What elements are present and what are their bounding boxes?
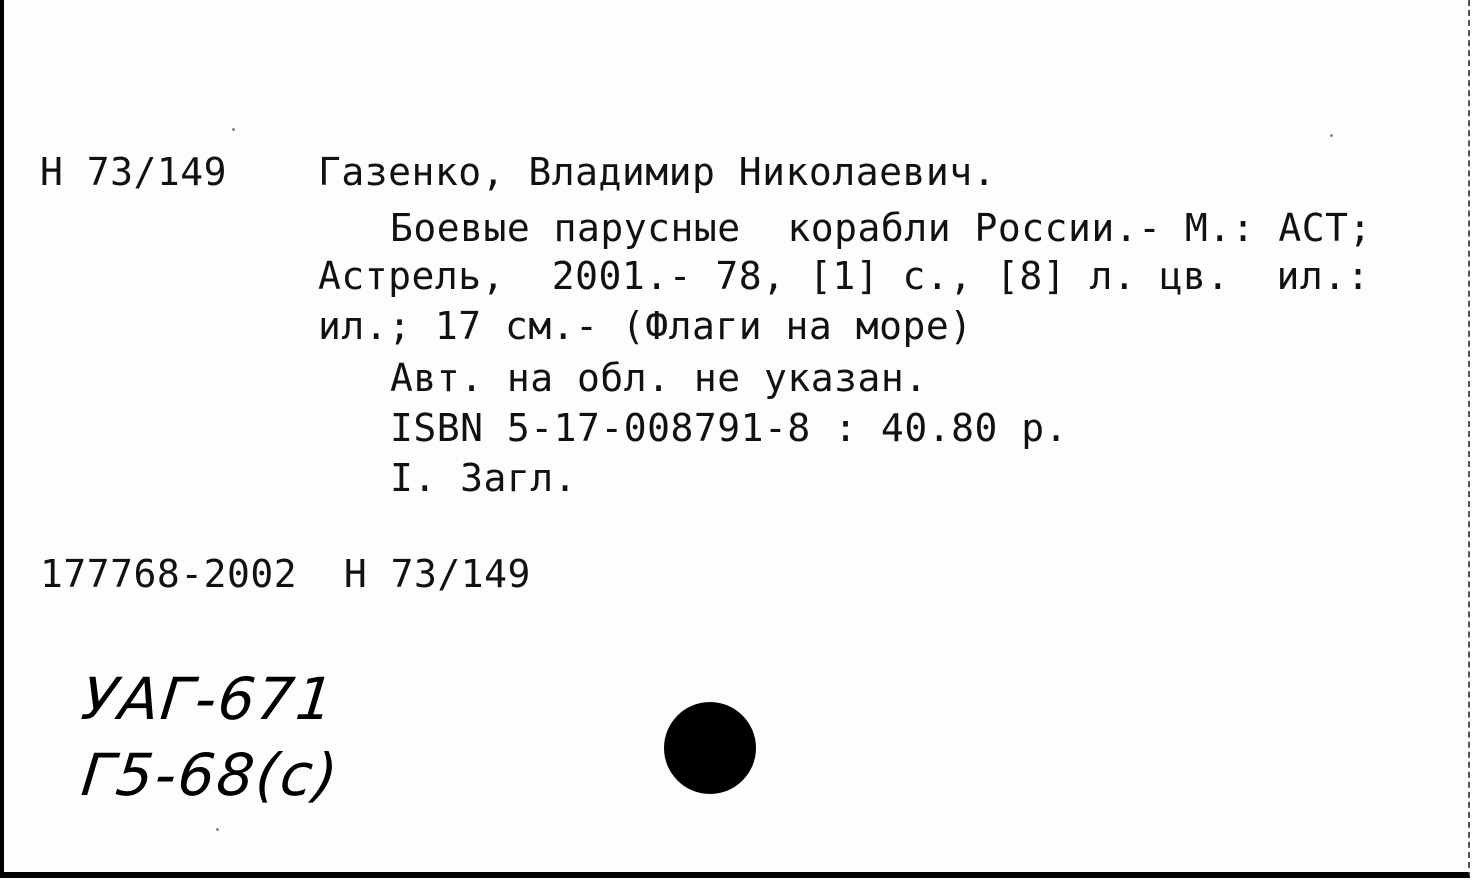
- title-line: Боевые парусные корабли России.- М.: АСТ;: [390, 206, 1372, 250]
- isbn-line: ISBN 5-17-008791-8 : 40.80 р.: [390, 406, 1068, 450]
- ink-speck: [232, 128, 235, 131]
- author-note: Авт. на обл. не указан.: [390, 356, 928, 400]
- author-heading: Газенко, Владимир Николаевич.: [318, 150, 996, 194]
- added-entry: I. Загл.: [390, 456, 578, 500]
- accession-number: 177768-2002 Н 73/149: [40, 552, 531, 596]
- shelf-mark: Н 73/149: [40, 150, 228, 194]
- imprint-line: Астрель, 2001.- 78, [1] с., [8] л. цв. ил.:: [318, 254, 1371, 298]
- ink-speck: [1330, 134, 1333, 137]
- handwritten-code-2: Г5-68(с): [78, 741, 343, 809]
- punch-hole: [664, 702, 756, 794]
- ink-speck: [216, 828, 219, 831]
- handwritten-code-1: УАГ-671: [78, 665, 339, 733]
- series-line: ил.; 17 см.- (Флаги на море): [318, 304, 973, 348]
